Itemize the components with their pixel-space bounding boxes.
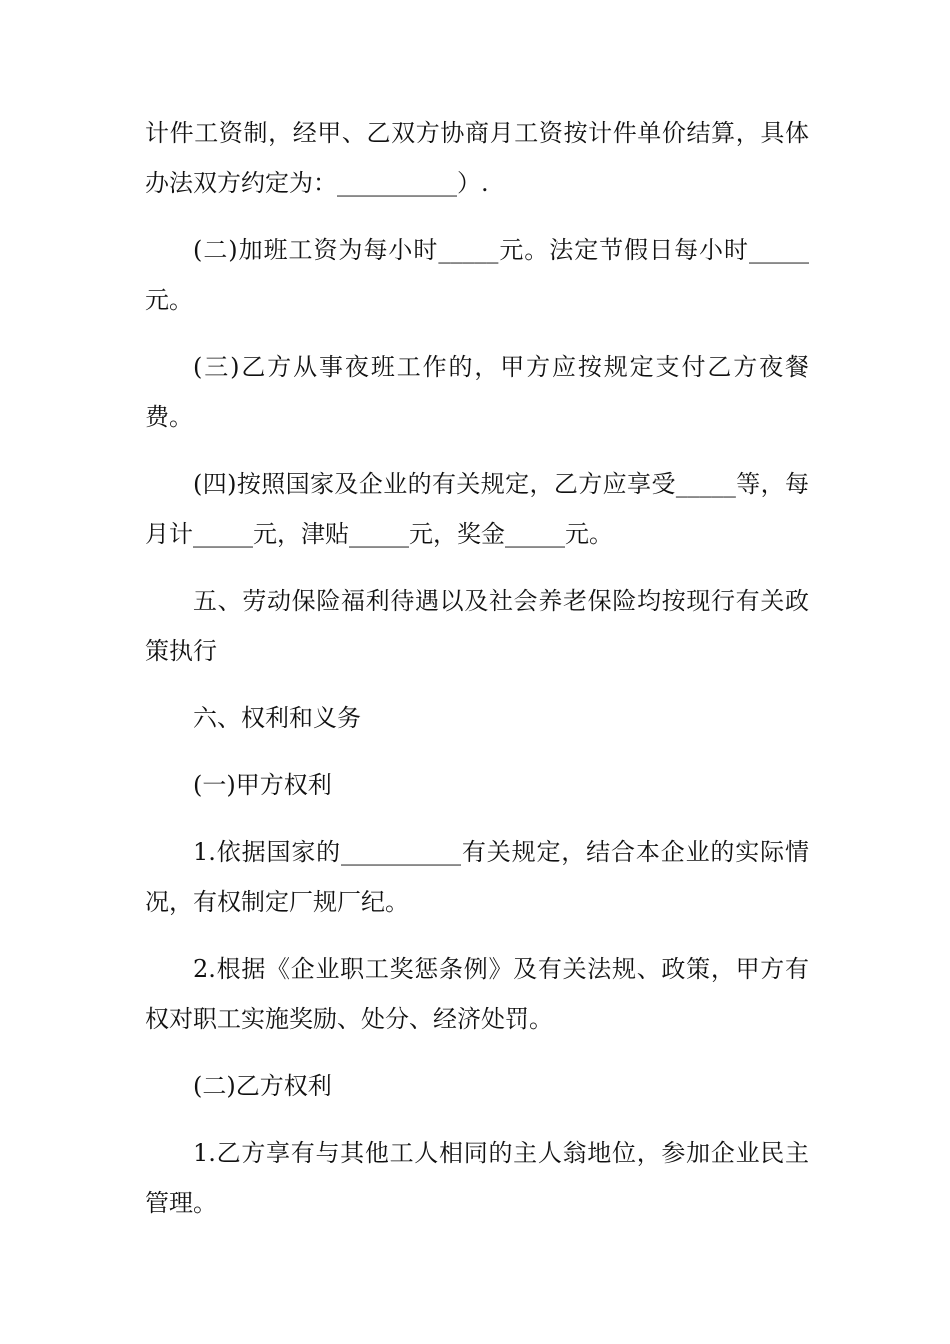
paragraph-piecework-wage: 计件工资制，经甲、乙双方协商月工资按计件单价结算，具体办法双方约定为：__________）. xyxy=(145,119,809,197)
subheading-party-b-rights: (二)乙方权利 xyxy=(193,1072,332,1100)
paragraph-overtime-pay: (二)加班工资为每小时_____元。法定节假日每小时_____元。 xyxy=(145,236,809,314)
paragraph-reward-punishment: 2.根据《企业职工奖惩条例》及有关法规、政策，甲方有权对职工实施奖励、处分、经济处罚。 xyxy=(145,955,809,1033)
section-heading-rights-obligations: 六、权利和义务 xyxy=(193,704,361,732)
document-body xyxy=(145,108,809,1245)
paragraph-factory-rules: 1.依据国家的__________有关规定，结合本企业的实际情况，有权制定厂规厂纪。 xyxy=(145,838,809,916)
paragraph-democratic-management: 1.乙方享有与其他工人相同的主人翁地位，参加企业民主管理。 xyxy=(145,1139,809,1217)
paragraph-night-shift-meal: (三)乙方从事夜班工作的，甲方应按规定支付乙方夜餐费。 xyxy=(145,353,809,431)
paragraph-labor-insurance: 五、劳动保险福利待遇以及社会养老保险均按现行有关政策执行 xyxy=(145,587,809,665)
paragraph-benefits-allowance: (四)按照国家及企业的有关规定，乙方应享受_____等，每月计_____元，津贴_____元，奖金_____元。 xyxy=(145,470,809,548)
subheading-party-a-rights: (一)甲方权利 xyxy=(193,771,332,799)
